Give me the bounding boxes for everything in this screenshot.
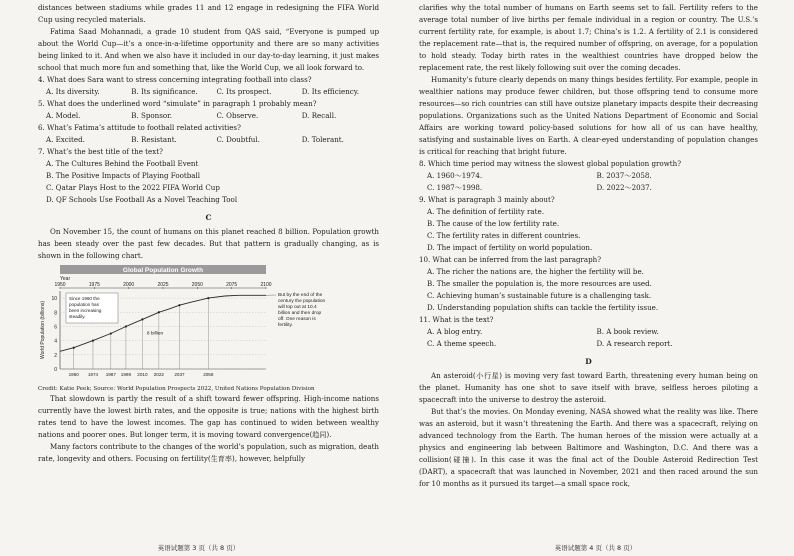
data-point bbox=[92, 340, 94, 342]
passage-d-p1 bbox=[419, 370, 758, 406]
answer-option[interactable]: A. Its diversity. bbox=[46, 87, 100, 96]
y-tick-label: 6 bbox=[54, 324, 57, 331]
question-stem: 10. What can be inferred from the last paragraph? bbox=[419, 255, 602, 264]
milestone-year-label: 2058 bbox=[203, 372, 214, 377]
answer-option[interactable]: C. Doubtful. bbox=[216, 135, 260, 144]
chart-title: Global Population Growth bbox=[122, 267, 204, 274]
page-3-column bbox=[38, 2, 379, 465]
data-point bbox=[110, 332, 112, 334]
answer-option[interactable]: B. The Positive Impacts of Playing Football bbox=[46, 171, 201, 180]
question-stem: 8. Which time period may witness the slowest global population growth? bbox=[419, 159, 681, 168]
page-4-footer: 英语试题第 4 页（共 8 页） bbox=[554, 544, 637, 552]
chart-credit: Credit: Katie Peek; Source: World Population Prospects 2022, United Nations Population Division bbox=[38, 386, 315, 392]
question-options bbox=[38, 134, 379, 146]
passage-d-p2 bbox=[419, 406, 758, 490]
passage-d-p1-a: An asteroid bbox=[431, 371, 473, 380]
passage-b-fatima: Fatima Saad Mohannadi, a grade 10 student from QAS said, “Everyone is pumped up about the World Cup—it’s a once-in-a-lifetime opportunity and there are so many activities being linked to it. And when we also have it included in our day-to-day learning, it just makes school that much more fun and something that, like the World Cup, we all look forward to. bbox=[38, 27, 379, 72]
data-point bbox=[125, 325, 127, 327]
data-point bbox=[207, 297, 209, 299]
answer-option[interactable]: A. A blog entry. bbox=[427, 327, 483, 336]
top-axis-label: Year bbox=[60, 276, 71, 282]
answer-option[interactable]: B. Its significance. bbox=[131, 87, 198, 96]
answer-option[interactable]: D. QF Schools Use Football As a Novel Teaching Tool bbox=[46, 195, 238, 204]
passage-c-p2-text: That slowdown is partly the result of a shift toward fewer offspring. High-income nations currently have the lowest birth rates, and the opposite is true; nations with the highest birth rates tend to have the lowest incomes. The gap has continued to widen between wealthy nations and poorer ones. But longer term, it is moving toward convergence bbox=[38, 394, 379, 439]
y-tick-label: 8 bbox=[54, 310, 57, 317]
question-stem: 6. What’s Fatima’s attitude to football related activities? bbox=[38, 123, 241, 132]
answer-option[interactable]: B. 2037～2058. bbox=[596, 171, 652, 180]
y-tick-label: 10 bbox=[51, 296, 57, 303]
y-tick-label: 2 bbox=[54, 352, 57, 359]
data-point bbox=[141, 318, 143, 320]
population-chart-svg bbox=[38, 265, 378, 383]
passage-d-p1-b: is moving very fast toward Earth, threatening every human being on the planet. Humanity has one shot to save itself with brave, selfless heroes piloting a spacecraft into the universe to destroy the asteroid. bbox=[419, 371, 758, 404]
y-tick-label: 4 bbox=[54, 338, 57, 345]
label-8-billion: 8 billion bbox=[146, 331, 164, 337]
y-axis-label: World Population (billions) bbox=[40, 301, 46, 359]
passage-d-p1-gloss: (小行星) bbox=[472, 371, 503, 380]
question-stem: 5. What does the underlined word “simulate” in paragraph 1 probably mean? bbox=[38, 99, 317, 108]
passage-d-p2-a: But that’s the movies. On Monday evening, NASA showed what the reality was like. There was an asteroid, but it wasn’t threatening the Earth. And there was a spacecraft, relying on advanced technology from the Earth. The human heroes of the mission were actually at a physics and engineering lab between Baltimore and Washington, D.C. And there was a collision bbox=[419, 407, 758, 464]
answer-option[interactable]: A. Excited. bbox=[46, 135, 85, 144]
top-tick-label: 2025 bbox=[157, 282, 169, 288]
answer-option[interactable]: D. Recall. bbox=[301, 111, 337, 120]
questions-4-7 bbox=[38, 74, 379, 206]
question-stem: 11. What is the text? bbox=[419, 315, 494, 324]
passage-c-p3-text: Many factors contribute to the changes of the world’s population, such as migration, death rate, longevity and others. Focusing on fertility bbox=[38, 442, 379, 463]
milestone-year-label: 1974 bbox=[87, 372, 99, 377]
answer-option[interactable]: D. Tolerant. bbox=[301, 135, 344, 144]
answer-option[interactable]: C. The fertility rates in different countries. bbox=[427, 231, 581, 240]
population-chart bbox=[38, 265, 379, 383]
answer-option[interactable]: C. A theme speech. bbox=[427, 339, 497, 348]
section-d-heading: D bbox=[585, 357, 592, 366]
passage-b-intro: distances between stadiums while grades 11 and 12 engage in redesigning the FIFA World Cup using recycled materials. bbox=[38, 3, 379, 24]
answer-option[interactable]: B. Resistant. bbox=[131, 135, 177, 144]
question-options bbox=[38, 158, 379, 206]
data-point bbox=[158, 311, 160, 313]
y-tick-label: 0 bbox=[54, 367, 57, 373]
data-point bbox=[178, 304, 180, 306]
passage-c-p3-cont: clarifies why the total number of humans on Earth seems set to fall. Fertility refers to the average total number of live births per female individual in a region or country. The U.S.’s current fertility rate, for example, is about 1.7; China’s is 1.2. A fertility of 2.1 is considered the replacement rate—that is, the required number of offspring, on average, for a population to hold steady. Today birth rates in the wealthiest countries have dropped below the replacement rate, the rest likely following suit over the coming decades. bbox=[419, 3, 758, 72]
question-stem: 9. What is paragraph 3 mainly about? bbox=[419, 195, 555, 204]
page-4-column bbox=[419, 2, 758, 490]
top-tick-label: 2100 bbox=[260, 282, 272, 288]
page-4 bbox=[397, 0, 794, 556]
milestone-year-label: 2037 bbox=[174, 372, 185, 377]
data-point bbox=[73, 347, 75, 349]
answer-option[interactable]: A. 1960～1974. bbox=[427, 171, 483, 180]
passage-d-p2-gloss: (碰撞) bbox=[448, 455, 474, 464]
question-options bbox=[419, 206, 758, 254]
top-tick-label: 1975 bbox=[88, 282, 100, 288]
answer-option[interactable]: D. Its efficiency. bbox=[301, 87, 360, 96]
annotation-right: But by the end of the century the population will top out at 10.4 billion and then drop off. One reason is fertility. bbox=[278, 293, 326, 328]
question-stem: 7. What’s the best title of the text? bbox=[38, 147, 163, 156]
top-tick-label: 2000 bbox=[123, 282, 135, 288]
passage-c-p3-gloss: (生育率) bbox=[207, 454, 235, 463]
milestone-year-label: 1960 bbox=[68, 372, 79, 377]
annotation-left: Since 1960 the population has been increasing steadily. bbox=[69, 296, 102, 319]
milestone-year-label: 2022 bbox=[153, 372, 164, 377]
answer-option[interactable]: A. Model. bbox=[46, 111, 81, 120]
answer-option[interactable]: C. Observe. bbox=[216, 111, 259, 120]
milestone-year-label: 2010 bbox=[137, 372, 148, 377]
milestone-year-label: 1987 bbox=[105, 372, 116, 377]
question-options bbox=[419, 266, 758, 314]
passage-c-p4: Humanity’s future clearly depends on many things besides fertility. For example, people in wealthier nations may produce fewer children, but those offspring tend to consume more resources—so rich countries can still have outsize planetary impacts despite their decreasing populations. Organizations such as the United Nations Department of Economic and Social Affairs are working toward policy-based solutions for how all of us can have healthy, satisfying and sustainable lives on Earth. A clear-eyed understanding of population changes is critical for reaching that bright future. bbox=[419, 75, 758, 156]
passage-d-p2-b: . In this case it was the final act of the Double Asteroid Redirection Test (DART), a spacecraft that was launched in November, 2021 and then raced around the sun for 10 months as it pursued its target—a small space rock, bbox=[419, 455, 758, 488]
passage-c-p3-end: , however, helpfully bbox=[234, 454, 305, 463]
question-options bbox=[419, 170, 758, 194]
answer-option[interactable]: B. A book review. bbox=[596, 327, 659, 336]
answer-option[interactable]: A. The definition of fertility rate. bbox=[427, 207, 544, 216]
question-options bbox=[38, 110, 379, 122]
passage-c-p2-gloss: (趋同). bbox=[309, 430, 332, 439]
passage-c-p2 bbox=[38, 393, 379, 441]
question-options bbox=[38, 86, 379, 98]
answer-option[interactable]: A. The Cultures Behind the Football Event bbox=[46, 159, 199, 168]
section-c-heading: C bbox=[205, 213, 212, 222]
answer-option[interactable]: D. A research report. bbox=[596, 339, 673, 348]
answer-option[interactable]: A. The richer the nations are, the higher the fertility will be. bbox=[427, 267, 644, 276]
answer-option[interactable]: D. Understanding population shifts can tackle the fertility issue. bbox=[427, 303, 659, 312]
question-stem: 4. What does Sara want to stress concerning integrating football into class? bbox=[38, 75, 312, 84]
top-tick-label: 1950 bbox=[54, 282, 66, 288]
answer-option[interactable]: B. The smaller the population is, the more resources are used. bbox=[427, 279, 652, 288]
answer-option[interactable]: C. Qatar Plays Host to the 2022 FIFA World Cup bbox=[46, 183, 220, 192]
answer-option[interactable]: C. Achieving human’s sustainable future is a challenging task. bbox=[427, 291, 652, 300]
questions-8-11 bbox=[419, 158, 758, 350]
top-tick-label: 2050 bbox=[191, 282, 203, 288]
answer-option[interactable]: D. The impact of fertility on world population. bbox=[427, 243, 593, 252]
answer-option[interactable]: C. Its prospect. bbox=[216, 87, 272, 96]
answer-option[interactable]: B. Sponsor. bbox=[131, 111, 172, 120]
question-options bbox=[419, 326, 758, 350]
page-3-footer: 英语试题第 3 页（共 8 页） bbox=[157, 544, 240, 552]
passage-c-p1: On November 15, the count of humans on this planet reached 8 billion. Population growth has been steady over the past few decades. But that pattern is gradually changing, as is shown in the following chart. bbox=[38, 227, 379, 260]
answer-option[interactable]: C. 1987～1998. bbox=[427, 183, 483, 192]
answer-option[interactable]: B. The cause of the low fertility rate. bbox=[427, 219, 560, 228]
milestone-year-label: 1998 bbox=[120, 372, 132, 377]
top-tick-label: 2075 bbox=[226, 282, 238, 288]
passage-c-p3 bbox=[38, 441, 379, 465]
answer-option[interactable]: D. 2022～2037. bbox=[596, 183, 652, 192]
